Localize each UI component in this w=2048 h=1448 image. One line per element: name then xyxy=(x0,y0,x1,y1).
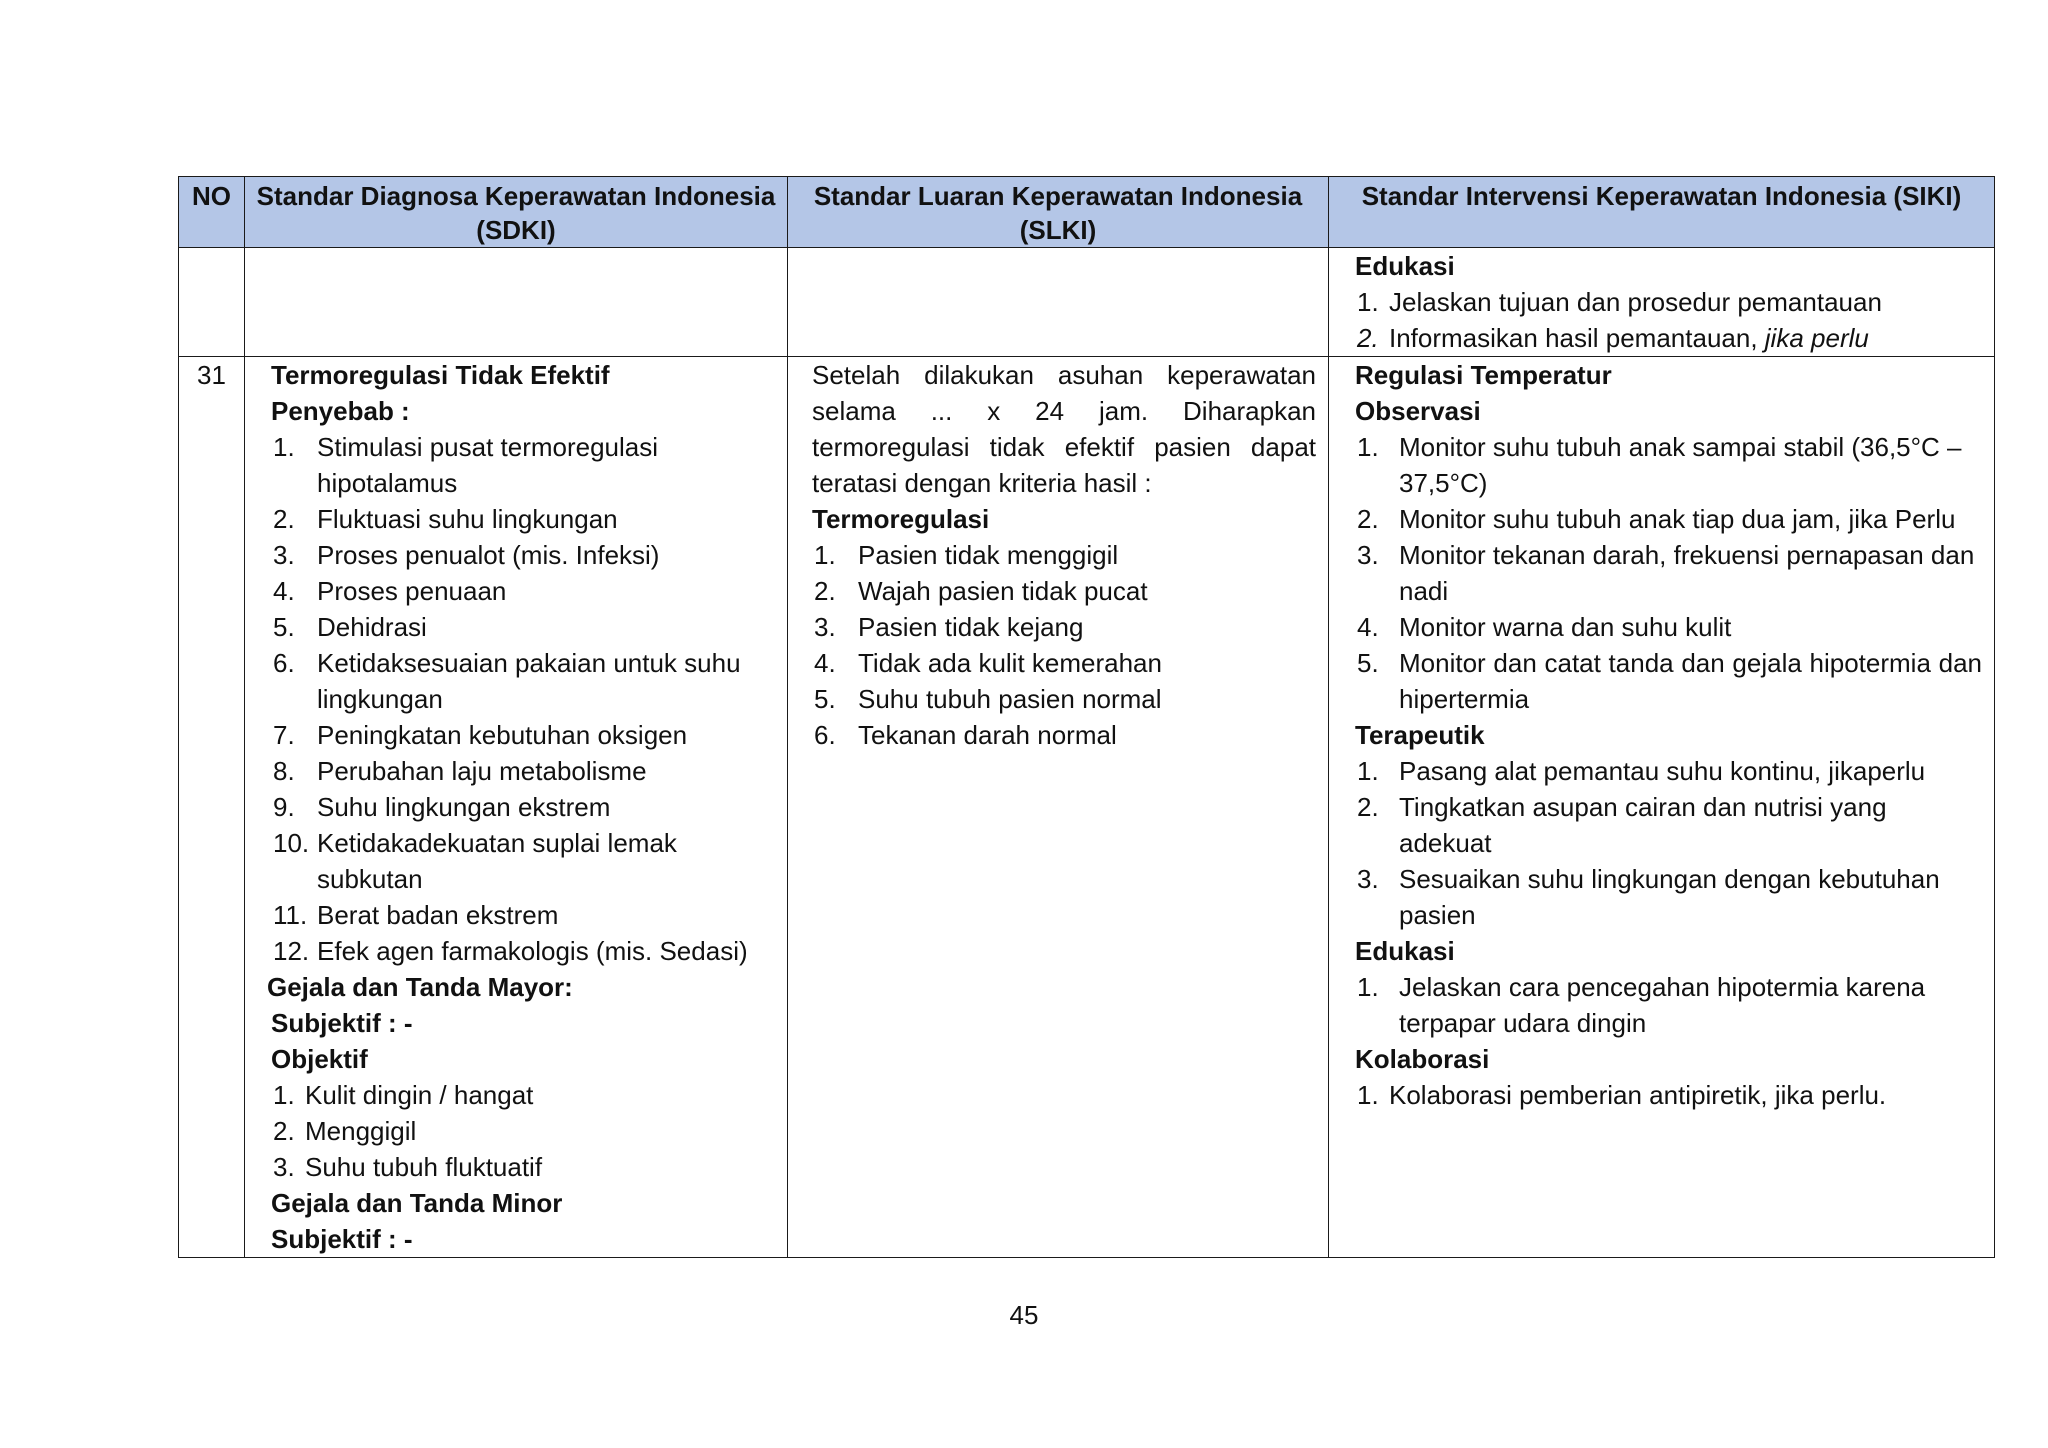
list-item: 4. Proses penuaan xyxy=(273,576,507,606)
siki-observasi-list xyxy=(1355,429,1982,717)
list-item: 7. Peningkatan kebutuhan oksigen xyxy=(273,720,688,750)
siki-edukasi-list xyxy=(1355,284,1982,356)
list-item: 5. Suhu tubuh pasien normal xyxy=(814,684,1162,714)
table-header-row xyxy=(179,177,1995,248)
row-prev-no xyxy=(179,248,245,357)
list-item: 1. Pasien tidak menggigil xyxy=(814,540,1119,570)
list-item: 1. Kolaborasi pemberian antipiretik, jika perlu. xyxy=(1357,1080,1887,1110)
siki-title: Regulasi Temperatur xyxy=(1355,360,1612,390)
page-number: 45 xyxy=(1009,1300,1039,1330)
list-item: 2. Tingkatkan asupan cairan dan nutrisi yang adekuat xyxy=(1357,792,1887,858)
list-item: 3. Proses penualot (mis. Infeksi) xyxy=(273,540,660,570)
list-item: 1. Jelaskan cara pencegahan hipotermia karena terpapar udara dingin xyxy=(1357,972,1926,1038)
list-item: 4. Tidak ada kulit kemerahan xyxy=(814,648,1162,678)
row-prev-slki xyxy=(788,248,1329,357)
list-item: 2. Menggigil xyxy=(273,1116,417,1146)
header-sdki: Standar Diagnosa Keperawatan Indonesia (SDKI) xyxy=(245,177,788,248)
list-item: 1. Pasang alat pemantau suhu kontinu, jikaperlu xyxy=(1357,756,1926,786)
sdki-penyebab-title: Penyebab : xyxy=(271,396,410,426)
sdki-objektif-list xyxy=(271,1077,787,1185)
row-31-no: 31 xyxy=(179,357,245,1258)
list-item: 1. Monitor suhu tubuh anak sampai stabil (36,5°C – 37,5°C) xyxy=(1357,432,1962,498)
header-siki: Standar Intervensi Keperawatan Indonesia (SIKI) xyxy=(1329,177,1995,248)
list-item: 6. Tekanan darah normal xyxy=(814,720,1117,750)
slki-intro: Setelah dilakukan asuhan keperawatan selama ... x 24 jam. Diharapkan termoregulasi tidak efektif pasien dapat teratasi dengan kriteria hasil : xyxy=(812,360,1316,498)
list-item: 3. Monitor tekanan darah, frekuensi pernapasan dan nadi xyxy=(1357,540,1975,606)
siki-edukasi-list xyxy=(1355,969,1982,1041)
list-item: 1. Jelaskan tujuan dan prosedur pemantauan xyxy=(1357,287,1882,317)
sdki-subjektif-minor: Subjektif : - xyxy=(271,1224,413,1254)
siki-terapeutik-title: Terapeutik xyxy=(1355,720,1485,750)
header-slki: Standar Luaran Keperawatan Indonesia (SLKI) xyxy=(788,177,1329,248)
sdki-penyebab-list xyxy=(271,429,787,969)
list-item: 2. Fluktuasi suhu lingkungan xyxy=(273,504,618,534)
slki-termoregulasi-title: Termoregulasi xyxy=(812,504,990,534)
list-item: 2. Informasikan hasil pemantauan, jika perlu xyxy=(1357,323,1869,353)
slki-criteria-list xyxy=(812,537,1316,753)
siki-observasi-title: Observasi xyxy=(1355,396,1481,426)
list-item: 3. Suhu tubuh fluktuatif xyxy=(273,1152,543,1182)
list-item: 1. Kulit dingin / hangat xyxy=(273,1080,534,1110)
row-31-sdki xyxy=(245,357,788,1258)
row-31-slki xyxy=(788,357,1329,1258)
sdki-subjektif-mayor: Subjektif : - xyxy=(271,1008,413,1038)
list-item: 1. Stimulasi pusat termoregulasi hipotalamus xyxy=(273,432,659,498)
row-prev-sdki xyxy=(245,248,788,357)
table-row-31 xyxy=(179,357,1995,1258)
list-item: 2. Wajah pasien tidak pucat xyxy=(814,576,1148,606)
list-item: 5. Monitor dan catat tanda dan gejala hipotermia dan hipertermia xyxy=(1357,648,1982,714)
list-item: 6. Ketidaksesuaian pakaian untuk suhu lingkungan xyxy=(273,648,741,714)
list-item: 4. Monitor warna dan suhu kulit xyxy=(1357,612,1732,642)
list-item: 9. Suhu lingkungan ekstrem xyxy=(273,792,611,822)
list-item: 5. Dehidrasi xyxy=(273,612,427,642)
row-31-siki xyxy=(1329,357,1995,1258)
list-item: 10. Ketidakadekuatan suplai lemak subkutan xyxy=(273,828,677,894)
sdki-objektif-title: Objektif xyxy=(271,1044,368,1074)
nursing-care-table xyxy=(178,176,1995,1258)
siki-edukasi-title: Edukasi xyxy=(1355,251,1455,281)
list-item: 8. Perubahan laju metabolisme xyxy=(273,756,647,786)
table-row-continuation xyxy=(179,248,1995,357)
list-item: 2. Monitor suhu tubuh anak tiap dua jam, jika Perlu xyxy=(1357,504,1956,534)
siki-edukasi-title: Edukasi xyxy=(1355,936,1455,966)
siki-kolaborasi-list xyxy=(1355,1077,1982,1113)
sdki-title: Termoregulasi Tidak Efektif xyxy=(271,360,610,390)
sdki-mayor-title: Gejala dan Tanda Mayor: xyxy=(267,972,573,1002)
list-item: 12. Efek agen farmakologis (mis. Sedasi) xyxy=(273,936,748,966)
list-item: 11. Berat badan ekstrem xyxy=(273,900,559,930)
sdki-minor-title: Gejala dan Tanda Minor xyxy=(271,1188,563,1218)
header-no: NO xyxy=(179,177,245,248)
list-item: 3. Sesuaikan suhu lingkungan dengan kebutuhan pasien xyxy=(1357,864,1940,930)
siki-kolaborasi-title: Kolaborasi xyxy=(1355,1044,1490,1074)
siki-terapeutik-list xyxy=(1355,753,1982,933)
list-item: 3. Pasien tidak kejang xyxy=(814,612,1084,642)
row-prev-siki xyxy=(1329,248,1995,357)
